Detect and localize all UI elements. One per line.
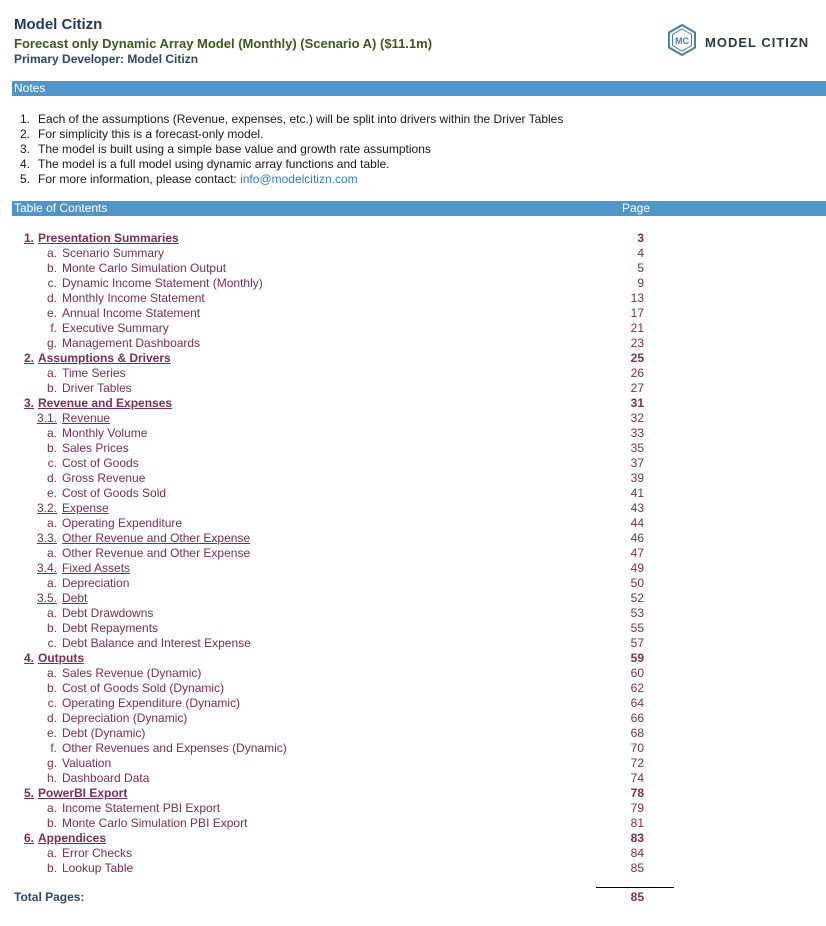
mc-hexagon-logo-icon — [666, 24, 698, 61]
toc-item[interactable] — [0, 246, 826, 261]
toc-item[interactable] — [0, 546, 826, 561]
toc-section[interactable] — [0, 351, 826, 366]
toc-item[interactable] — [0, 711, 826, 726]
toc-number: f. — [50, 321, 57, 335]
toc-item[interactable] — [0, 471, 826, 486]
toc-page: 32 — [630, 411, 644, 425]
toc-number: b. — [46, 816, 57, 830]
toc-page: 66 — [630, 711, 644, 725]
toc-title: Other Revenues and Expenses (Dynamic) — [62, 741, 287, 755]
toc-page: 4 — [637, 246, 644, 260]
toc-section[interactable] — [0, 651, 826, 666]
toc-page: 43 — [630, 501, 644, 515]
toc-number: c. — [47, 276, 57, 290]
toc-title: PowerBI Export — [38, 786, 128, 800]
toc-title: Monte Carlo Simulation PBI Export — [62, 816, 248, 830]
toc-title: Income Statement PBI Export — [62, 801, 221, 815]
toc-item[interactable] — [0, 801, 826, 816]
note-item — [20, 127, 563, 142]
notes-header — [12, 81, 826, 96]
toc-page: 72 — [630, 756, 644, 770]
toc-number: a. — [46, 846, 57, 860]
toc-page: 74 — [630, 771, 644, 785]
toc-title: Cost of Goods — [62, 456, 139, 470]
toc-number: b. — [46, 861, 57, 875]
toc-page: 85 — [630, 861, 644, 875]
toc-item[interactable] — [0, 486, 826, 501]
note-text: The model is a full model using dynamic array functions and table. — [38, 157, 390, 171]
toc-item[interactable] — [0, 726, 826, 741]
toc-number: c. — [47, 696, 57, 710]
toc-page: 70 — [630, 741, 644, 755]
toc-number: 3.1. — [36, 411, 57, 425]
primary-developer: Primary Developer: Model Citizn — [14, 52, 199, 66]
toc-number: 1. — [23, 231, 34, 245]
toc-page: 41 — [630, 486, 644, 500]
toc-title: Debt Drawdowns — [62, 606, 154, 620]
toc-number: b. — [46, 621, 57, 635]
toc-page: 46 — [630, 531, 644, 545]
toc-page: 53 — [630, 606, 644, 620]
toc-page: 37 — [630, 456, 644, 470]
toc-item[interactable] — [0, 276, 826, 291]
toc-page: 5 — [637, 261, 644, 275]
toc-number: 5. — [23, 786, 34, 800]
toc-page: 21 — [630, 321, 644, 335]
toc-page: 81 — [630, 816, 644, 830]
toc-number: b. — [46, 441, 57, 455]
toc-title: Operating Expenditure (Dynamic) — [62, 696, 241, 710]
toc-page: 62 — [630, 681, 644, 695]
toc-number: a. — [46, 366, 57, 380]
toc-title: Expense — [62, 501, 109, 515]
toc-title: Debt Repayments — [62, 621, 159, 635]
toc-page: 64 — [630, 696, 644, 710]
toc-item[interactable] — [0, 606, 826, 621]
toc-title: Lookup Table — [62, 861, 134, 875]
toc-number: b. — [46, 681, 57, 695]
toc-number: d. — [46, 291, 57, 305]
toc-item[interactable] — [0, 366, 826, 381]
toc-page: 25 — [630, 351, 644, 365]
toc-title: Cost of Goods Sold — [62, 486, 167, 500]
toc-item[interactable] — [0, 741, 826, 756]
toc-page: 9 — [637, 276, 644, 290]
svg-text:MC: MC — [675, 36, 689, 46]
note-number: 2. — [20, 127, 31, 141]
toc-number: g. — [46, 756, 57, 770]
toc-title: Depreciation — [62, 576, 130, 590]
toc-title: Scenario Summary — [62, 246, 165, 260]
note-text: The model is built using a simple base value and growth rate assumptions — [38, 142, 431, 156]
total-pages-value: 85 — [630, 890, 644, 904]
toc-page: 83 — [630, 831, 644, 845]
toc-title: Sales Revenue (Dynamic) — [62, 666, 202, 680]
toc-number: d. — [46, 471, 57, 485]
toc-item[interactable] — [0, 261, 826, 276]
toc-page-heading: Page — [622, 201, 651, 215]
toc-title: Debt (Dynamic) — [62, 726, 146, 740]
toc-title: Outputs — [38, 651, 84, 665]
toc-number: c. — [47, 456, 57, 470]
toc-number: a. — [46, 801, 57, 815]
toc-item[interactable] — [0, 576, 826, 591]
toc-item[interactable] — [0, 426, 826, 441]
toc-number: 6. — [23, 831, 34, 845]
toc-item[interactable] — [0, 846, 826, 861]
toc-title: Other Revenue and Other Expense — [62, 546, 251, 560]
toc-page: 59 — [630, 651, 644, 665]
toc-number: c. — [47, 636, 57, 650]
toc-section[interactable] — [0, 231, 826, 246]
toc-item[interactable] — [0, 456, 826, 471]
toc-title: Presentation Summaries — [38, 231, 179, 245]
note-number: 4. — [20, 157, 31, 171]
table-of-contents — [0, 231, 826, 876]
toc-number: f. — [50, 741, 57, 755]
toc-title: Dynamic Income Statement (Monthly) — [62, 276, 263, 290]
toc-number: a. — [46, 246, 57, 260]
toc-title: Time Series — [62, 366, 126, 380]
toc-page: 26 — [630, 366, 644, 380]
toc-number: 3. — [23, 396, 34, 410]
toc-header — [12, 201, 826, 216]
page-subtitle: Forecast only Dynamic Array Model (Monthly) (Scenario A) ($11.1m) — [14, 36, 433, 51]
total-divider — [596, 887, 674, 888]
toc-subsection[interactable] — [0, 591, 826, 606]
toc-subsection[interactable] — [0, 561, 826, 576]
toc-item[interactable] — [0, 306, 826, 321]
toc-number: d. — [46, 711, 57, 725]
toc-item[interactable] — [0, 291, 826, 306]
contact-email-link[interactable]: info@modelcitizn.com — [240, 172, 358, 186]
toc-page: 17 — [630, 306, 644, 320]
toc-title: Sales Prices — [62, 441, 129, 455]
toc-page: 68 — [630, 726, 644, 740]
toc-item[interactable] — [0, 816, 826, 831]
toc-page: 39 — [630, 471, 644, 485]
toc-page: 49 — [630, 561, 644, 575]
toc-heading: Table of Contents — [14, 201, 108, 215]
toc-number: 3.2. — [36, 501, 57, 515]
toc-number: 2. — [23, 351, 34, 365]
toc-title: Management Dashboards — [62, 336, 201, 350]
toc-title: Operating Expenditure — [62, 516, 183, 530]
note-number: 3. — [20, 142, 31, 156]
toc-title: Revenue and Expenses — [38, 396, 173, 410]
toc-subsection[interactable] — [0, 531, 826, 546]
note-item — [20, 172, 563, 187]
toc-number: e. — [46, 486, 57, 500]
toc-item[interactable] — [0, 321, 826, 336]
toc-number: a. — [46, 546, 57, 560]
toc-page: 23 — [630, 336, 644, 350]
toc-number: b. — [46, 261, 57, 275]
toc-title: Fixed Assets — [62, 561, 131, 575]
toc-number: 3.3. — [36, 531, 57, 545]
toc-number: a. — [46, 426, 57, 440]
toc-item[interactable] — [0, 666, 826, 681]
toc-page: 3 — [637, 231, 644, 245]
toc-number: 4. — [23, 651, 34, 665]
toc-title: Monthly Volume — [62, 426, 148, 440]
toc-title: Appendices — [38, 831, 107, 845]
toc-item[interactable] — [0, 681, 826, 696]
toc-page: 84 — [630, 846, 644, 860]
toc-title: Depreciation (Dynamic) — [62, 711, 188, 725]
note-text: For more information, please contact: — [38, 172, 241, 186]
toc-number: e. — [46, 726, 57, 740]
toc-subsection[interactable] — [0, 501, 826, 516]
toc-section[interactable] — [0, 786, 826, 801]
toc-item[interactable] — [0, 441, 826, 456]
toc-title: Other Revenue and Other Expense — [62, 531, 251, 545]
toc-title: Executive Summary — [62, 321, 169, 335]
toc-page: 78 — [630, 786, 644, 800]
note-item — [20, 142, 563, 157]
toc-number: e. — [46, 306, 57, 320]
toc-number: a. — [46, 606, 57, 620]
toc-page: 55 — [630, 621, 644, 635]
toc-item[interactable] — [0, 621, 826, 636]
toc-page: 52 — [630, 591, 644, 605]
toc-page: 27 — [630, 381, 644, 395]
toc-title: Error Checks — [62, 846, 133, 860]
toc-item[interactable] — [0, 696, 826, 711]
notes-list — [20, 112, 563, 187]
toc-title: Assumptions & Drivers — [38, 351, 171, 365]
page-title: Model Citizn — [14, 16, 103, 33]
toc-item[interactable] — [0, 636, 826, 651]
toc-item[interactable] — [0, 516, 826, 531]
toc-page: 60 — [630, 666, 644, 680]
toc-section[interactable] — [0, 396, 826, 411]
toc-title: Cost of Goods Sold (Dynamic) — [62, 681, 225, 695]
toc-title: Monthly Income Statement — [62, 291, 205, 305]
toc-page: 35 — [630, 441, 644, 455]
toc-item[interactable] — [0, 771, 826, 786]
toc-page: 57 — [630, 636, 644, 650]
toc-title: Annual Income Statement — [62, 306, 201, 320]
toc-number: 3.5. — [36, 591, 57, 605]
toc-number: a. — [46, 666, 57, 680]
toc-number: h. — [46, 771, 57, 785]
notes-heading: Notes — [14, 81, 46, 95]
toc-item[interactable] — [0, 336, 826, 351]
note-text: Each of the assumptions (Revenue, expenses, etc.) will be split into drivers within the Driver Tables — [38, 112, 564, 126]
toc-item[interactable] — [0, 861, 826, 876]
toc-page: 79 — [630, 801, 644, 815]
toc-page: 33 — [630, 426, 644, 440]
toc-page: 13 — [630, 291, 644, 305]
toc-title: Gross Revenue — [62, 471, 146, 485]
toc-number: 3.4. — [36, 561, 57, 575]
toc-title: Driver Tables — [62, 381, 132, 395]
toc-item[interactable] — [0, 381, 826, 396]
toc-title: Dashboard Data — [62, 771, 150, 785]
note-number: 5. — [20, 172, 31, 186]
toc-section[interactable] — [0, 831, 826, 846]
toc-page: 47 — [630, 546, 644, 560]
toc-title: Revenue — [62, 411, 111, 425]
toc-title: Debt Balance and Interest Expense — [62, 636, 251, 650]
toc-page: 44 — [630, 516, 644, 530]
note-number: 1. — [20, 112, 31, 126]
toc-title: Valuation — [62, 756, 112, 770]
total-pages-label: Total Pages: — [14, 890, 85, 904]
toc-title: Monte Carlo Simulation Output — [62, 261, 227, 275]
logo-text: MODEL CITIZN — [705, 35, 810, 50]
note-item — [20, 157, 563, 172]
toc-number: a. — [46, 516, 57, 530]
toc-title: Debt — [62, 591, 88, 605]
model-citizn-logo — [666, 24, 809, 61]
toc-page: 31 — [630, 396, 644, 410]
toc-number: g. — [46, 336, 57, 350]
toc-item[interactable] — [0, 756, 826, 771]
note-text: For simplicity this is a forecast-only model. — [38, 127, 264, 141]
toc-subsection[interactable] — [0, 411, 826, 426]
toc-page: 50 — [630, 576, 644, 590]
toc-number: b. — [46, 381, 57, 395]
toc-number: a. — [46, 576, 57, 590]
note-item — [20, 112, 563, 127]
